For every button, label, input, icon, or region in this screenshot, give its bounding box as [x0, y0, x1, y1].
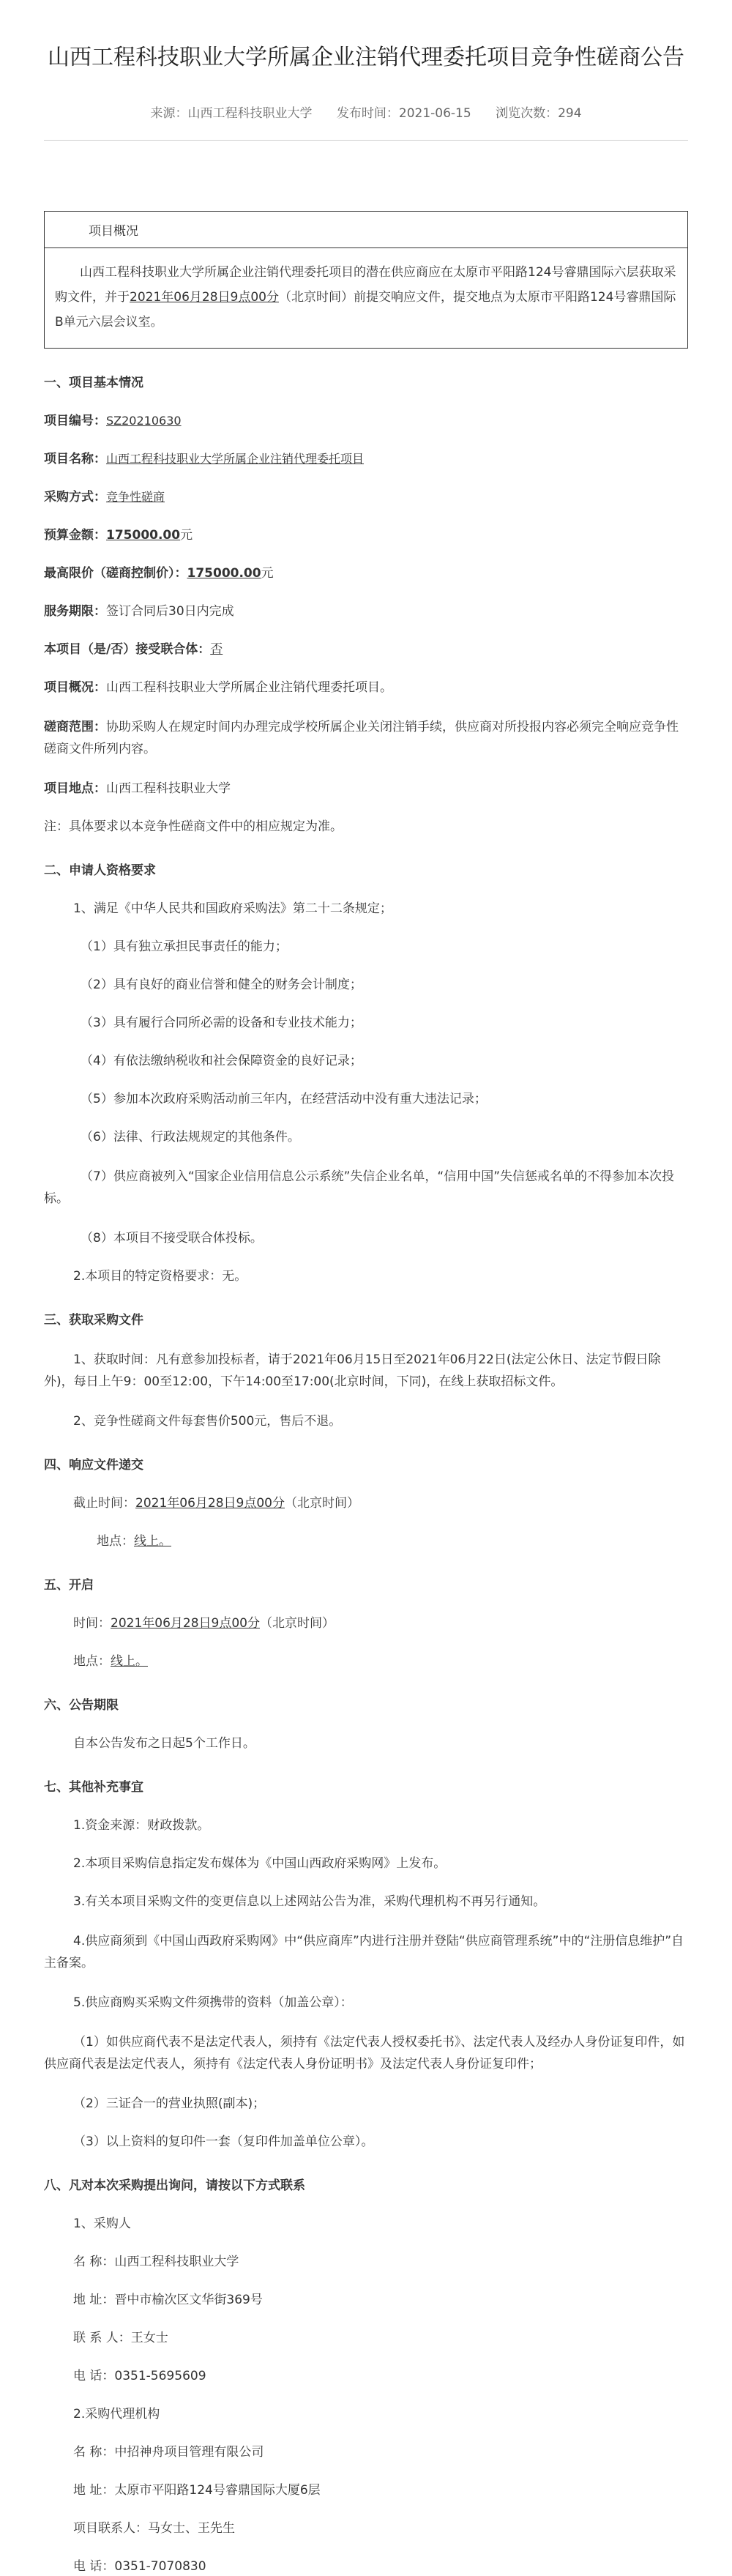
section-heading: 一、项目基本情况: [44, 376, 143, 390]
obtain-time: 1、获取时间：凡有意参加投标者，请于2021年06月15日至2021年06月22日(法定公休日、法定节假日除外)，每日上午9：00至12:00，下午14:00至17:00(北京时间，下同)，在线上获取招标文件。: [44, 1352, 661, 1389]
article-page: [0, 41, 732, 2576]
opening-place: 地点：线上。: [73, 1654, 148, 1669]
article-meta: [44, 103, 688, 121]
list-item: 5.供应商购买采购文件须携带的资料（加盖公章）：: [73, 1995, 353, 2010]
list-item: 1.资金来源：财政拨款。: [73, 1818, 210, 1833]
section-other-matters: [44, 1778, 688, 2151]
project-location: 项目地点：山西工程科技职业大学: [44, 781, 231, 796]
budget-amount: 预算金额：175000.00元: [44, 528, 193, 543]
list-item: 2.本项目采购信息指定发布媒体为《中国山西政府采购网》上发布。: [73, 1856, 447, 1871]
section-notice-period: [44, 1696, 688, 1753]
note: 注：具体要求以本竞争性磋商文件中的相应规定为准。: [44, 819, 343, 834]
agent-name: 名 称：中招神舟项目管理有限公司: [73, 2445, 264, 2460]
section-submission: [44, 1456, 688, 1551]
joint-bid: 本项目（是/否）接受联合体：否: [44, 642, 223, 657]
consultation-scope: 磋商范围：协助采购人在规定时间内办理完成学校所属企业关闭注销手续，供应商对所投报内容必须完全响应竞争性磋商文件所列内容。: [44, 720, 679, 756]
submission-deadline: 截止时间：2021年06月28日9点00分（北京时间）: [73, 1496, 359, 1511]
list-item: （2）三证合一的营业执照(副本)；: [73, 2096, 266, 2111]
list-item: （3）具有履行合同所必需的设备和专业技术能力；: [81, 1016, 362, 1030]
overview-text: 山西工程科技职业大学所属企业注销代理委托项目的潜在供应商应在太原市平阳路124号睿鼎国际六层获取采购文件，并于2021年06月28日9点00分（北京时间）前提交响应文件，提交地点为太原市平阳路124号睿鼎国际B单元六层会议室。: [55, 265, 676, 330]
section-heading: 五、开启: [44, 1578, 94, 1593]
article-body: [44, 141, 688, 2576]
list-item: （2）具有良好的商业信誉和健全的财务会计制度；: [81, 978, 362, 992]
list-item: （7）供应商被列入“国家企业信用信息公示系统”失信企业名单，“信用中国”失信惩戒名单的不得参加本次投标。: [44, 1169, 675, 1206]
section-basic-info: [44, 373, 688, 836]
notice-period: 自本公告发布之日起5个工作日。: [73, 1736, 255, 1751]
section-heading: 八、凡对本次采购提出询问，请按以下方式联系: [44, 2178, 305, 2193]
list-item: 4.供应商须到《中国山西政府采购网》中“供应商库”内进行注册并登陆“供应商管理系统”中的“注册信息维护”自主备案。: [44, 1934, 684, 1970]
buyer-phone: 电 话：0351-5695609: [73, 2369, 206, 2383]
agent-phone: 电 话：0351-7070830: [73, 2559, 206, 2574]
list-item: 1、满足《中华人民共和国政府采购法》第二十二条规定；: [73, 901, 392, 916]
section-heading: 三、获取采购文件: [44, 1313, 143, 1328]
project-number: 项目编号：SZ20210630: [44, 414, 182, 428]
project-overview: 项目概况：山西工程科技职业大学所属企业注销代理委托项目。: [44, 680, 392, 695]
section-heading: 六、公告期限: [44, 1698, 119, 1713]
source-label: 来源：山西工程科技职业大学: [150, 106, 313, 121]
project-name: 项目名称：山西工程科技职业大学所属企业注销代理委托项目: [44, 452, 365, 466]
agent-contact: 项目联系人：马女士、王先生: [73, 2521, 235, 2536]
view-count: 浏览次数：294: [496, 106, 582, 121]
document-price: 2、竞争性磋商文件每套售价500元，售后不退。: [73, 1414, 342, 1429]
service-period: 服务期限：签订合同后30日内完成: [44, 604, 234, 619]
list-item: 3.有关本项目采购文件的变更信息以上述网站公告为准，采购代理机构不再另行通知。: [73, 1894, 546, 1909]
publish-date: 发布时间：2021-06-15: [336, 106, 471, 121]
section-heading: 七、其他补充事宜: [44, 1780, 143, 1795]
list-item: （8）本项目不接受联合体投标。: [81, 1231, 263, 1246]
section-contacts: [44, 2176, 688, 2576]
buyer-heading: 1、采购人: [73, 2216, 131, 2231]
agent-address: 地 址：太原市平阳路124号睿鼎国际大厦6层: [73, 2483, 321, 2498]
buyer-address: 地 址：晋中市榆次区文华街369号: [73, 2293, 263, 2307]
section-heading: 二、申请人资格要求: [44, 863, 156, 878]
max-price: 最高限价（磋商控制价）：175000.00元: [44, 566, 274, 581]
list-item: 2.本项目的特定资格要求：无。: [73, 1269, 247, 1284]
agent-heading: 2.采购代理机构: [73, 2407, 160, 2421]
overview-box: [44, 211, 688, 349]
submission-place: 地点：线上。: [97, 1534, 171, 1549]
list-item: （1）如供应商代表不是法定代表人，须持有《法定代表人授权委托书》、法定代表人及经办人身份证复印件，如供应商代表是法定代表人，须持有《法定代表人身份证明书》及法定代表人身份证复印件；: [44, 2035, 685, 2071]
list-item: （5）参加本次政府采购活动前三年内，在经营活动中没有重大违法记录；: [81, 1092, 487, 1106]
section-qualifications: [44, 861, 688, 1286]
page-title: 山西工程科技职业大学所属企业注销代理委托项目竞争性磋商公告: [48, 45, 684, 70]
list-item: （3）以上资料的复印件一套（复印件加盖单位公章）。: [73, 2134, 374, 2149]
opening-time: 时间：2021年06月28日9点00分（北京时间）: [73, 1616, 335, 1631]
section-opening: [44, 1576, 688, 1671]
list-item: （6）法律、行政法规规定的其他条件。: [81, 1130, 300, 1144]
procurement-method: 采购方式：竞争性磋商: [44, 490, 165, 505]
list-item: （4）有依法缴纳税收和社会保障资金的良好记录；: [81, 1054, 362, 1068]
overview-heading: 项目概况: [45, 212, 687, 248]
buyer-contact: 联 系 人：王女士: [73, 2331, 168, 2345]
section-obtain-documents: [44, 1311, 688, 1431]
buyer-name: 名 称：山西工程科技职业大学: [73, 2255, 239, 2269]
list-item: （1）具有独立承担民事责任的能力；: [81, 939, 288, 954]
overview-deadline: 2021年06月28日9点00分: [130, 290, 279, 305]
section-heading: 四、响应文件递交: [44, 1458, 143, 1473]
